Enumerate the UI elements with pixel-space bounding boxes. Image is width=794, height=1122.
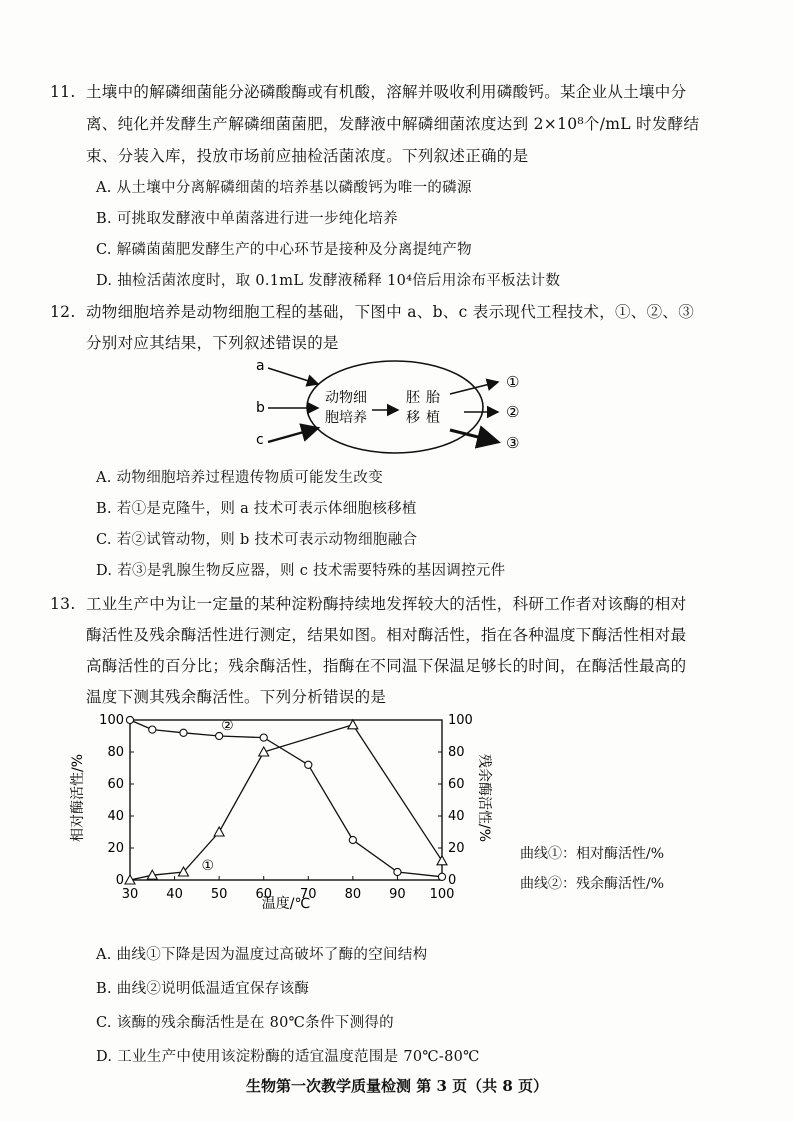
series-2-point-8 [438,873,445,880]
series-2-point-2 [180,729,187,736]
q12-line-2: 分别对应其结果，下列叙述错误的是 [86,334,339,352]
series-1-point-5 [348,720,358,729]
box2-line2: 移植 [406,410,446,426]
q13-option-c: C. 该酶的残余酶活性是在 80℃条件下测得的 [96,1015,394,1031]
page-footer: 生物第一次教学质量检测 第 3 页（共 8 页） [246,1077,548,1095]
series-2-point-0 [126,716,133,723]
box1-line1: 动物细 [325,390,367,406]
x-tick-label-5: 80 [344,887,362,902]
arrow-c [268,428,318,442]
q13-line-3: 高酶活性的百分比；残余酶活性，指酶在不同温下保温足够长的时间，在酶活性最高的 [86,657,687,675]
input-c-label: c [256,432,264,448]
q13-line-1: 13. 工业生产中为让一定量的某种淀粉酶持续地发挥较大的活性，科研工作者对该酶的相对 [50,595,687,613]
y-tick-label-1: 20 [107,841,124,856]
y2-tick-label-3: 60 [448,777,465,792]
q12-option-d: D. 若③是乳腺生物反应器，则 c 技术需要特殊的基因调控元件 [96,563,506,579]
series-2-point-4 [260,734,267,741]
y-axis-label: 相对酶活性/% [70,753,86,843]
x-tick-label-7: 100 [429,887,455,902]
q11-number: 11. [50,83,76,101]
culture-ellipse [307,361,483,453]
x-tick-label-1: 40 [166,887,183,902]
q11-line-1: 11. 土壤中的解磷细菌能分泌磷酸酶或有机酸，溶解并吸收利用磷酸钙。某企业从土壤中分 [50,83,687,101]
arrow-out-1 [450,382,498,394]
y-tick-label-4: 80 [107,745,124,760]
q13-line-2: 酶活性及残余酶活性进行测定，结果如图。相对酶活性，指在各种温度下酶活性相对最 [86,626,687,644]
technique-flow-diagram [250,352,540,462]
y2-tick-label-4: 80 [448,745,465,760]
q11-option-c: C. 解磷菌菌肥发酵生产的中心环节是接种及分离提纯产物 [96,242,472,258]
y-tick-label-0: 0 [115,873,124,888]
q13-option-b: B. 曲线②说明低温适宜保存该酶 [96,981,310,997]
series-1-label: ① [201,858,215,874]
output-2-label: ② [506,403,520,421]
y2-axis-label: 残余酶活性/% [476,753,492,843]
q11-line-3: 束、分装入库，投放市场前应抽检活菌浓度。下列叙述正确的是 [86,147,529,165]
y2-tick-label-1: 20 [448,841,465,856]
q11-option-b: B. 可挑取发酵液中单菌落进行进一步纯化培养 [96,211,398,227]
q13-option-a: A. 曲线①下降是因为温度过高破坏了酶的空间结构 [96,947,428,963]
legend-curve-2: 曲线②：残余酶活性/% [520,876,665,892]
q13-line-4: 温度下测其残余酶活性。下列分析错误的是 [86,688,387,706]
q12-option-a: A. 动物细胞培养过程遗传物质可能发生改变 [96,470,383,486]
q12-line-1: 12. 动物细胞培养是动物细胞工程的基础，下图中 a、b、c 表示现代工程技术，①、②、③ [50,303,695,321]
plot-frame [130,720,442,880]
x-tick-label-2: 50 [210,887,228,902]
series-1-point-6 [437,856,447,865]
y-tick-label-2: 40 [107,809,124,824]
output-1-label: ① [506,373,520,391]
x-axis-label: 温度/℃ [261,896,311,912]
series-2-point-6 [349,836,356,843]
y2-tick-label-0: 0 [448,873,457,888]
output-3-label: ③ [506,434,520,452]
x-tick-label-3: 60 [255,887,272,902]
series-1-point-3 [214,827,224,836]
q12-number: 12. [50,303,76,321]
x-tick-label-4: 70 [300,887,317,902]
q12-option-b: B. 若①是克隆牛，则 a 技术可表示体细胞核移植 [96,501,417,517]
q13-number: 13. [50,595,76,613]
x-tick-label-6: 90 [389,887,406,902]
y-tick-label-3: 60 [107,777,124,792]
y2-tick-label-2: 40 [448,809,465,824]
input-a-label: a [256,358,265,374]
q11-option-d: D. 抽检活菌浓度时，取 0.1mL 发酵液稀释 10⁴倍后用涂布平板法计数 [96,273,561,289]
box2-line1: 胚胎 [406,390,446,406]
series-2-point-7 [394,868,401,875]
q12-option-c: C. 若②试管动物，则 b 技术可表示动物细胞融合 [96,532,418,548]
input-b-label: b [256,400,265,416]
y-tick-label-5: 100 [99,713,124,728]
y2-tick-label-5: 100 [448,713,473,728]
x-tick-label-0: 30 [121,887,139,902]
series-2-point-5 [305,761,312,768]
series-2-point-1 [149,726,156,733]
box1-line2: 胞培养 [325,410,367,426]
series-1-line [130,725,442,880]
enzyme-activity-chart [70,712,490,912]
series-2-label: ② [221,718,234,734]
q11-line-2: 离、纯化并发酵生产解磷细菌菌肥，发酵液中解磷细菌浓度达到 2×10⁸个/mL 时发酵结 [86,115,700,133]
arrow-a [268,368,318,384]
legend-curve-1: 曲线①：相对酶活性/% [520,846,665,862]
q13-option-d: D. 工业生产中使用该淀粉酶的适宜温度范围是 70℃-80℃ [96,1049,480,1065]
series-2-line [130,720,442,877]
q11-option-a: A. 从土壤中分离解磷细菌的培养基以磷酸钙为唯一的磷源 [96,180,472,196]
